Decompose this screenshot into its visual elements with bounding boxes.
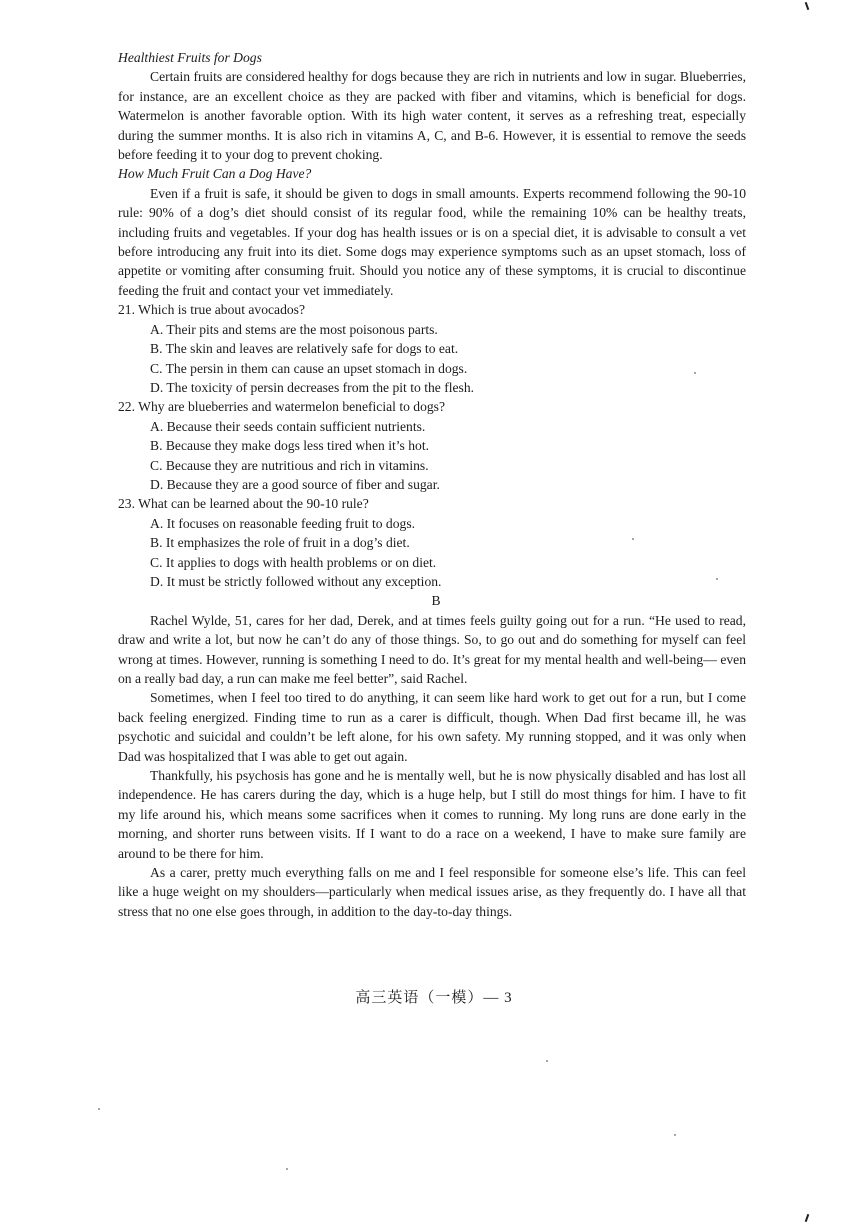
option-c: C. It applies to dogs with health problems or on diet.	[150, 554, 437, 570]
question-stem: 21. Which is true about avocados?	[118, 302, 305, 318]
question-23	[118, 494, 746, 591]
corner-scan-mark	[805, 1214, 810, 1222]
paragraph-rachel-sacrifices: Thankfully, his psychosis has gone and he is mentally well, but he is now physically disabled and has lost all independence. He has carers during the day, which is a huge help, but I still do most things for him. I have to fit my life around his, which means some sacrifices when it comes to running. My long runs are done early in the morning, and shorter runs between visits. If I want to do a race on a weekend, I have to make sure family are around to be there for him.	[118, 768, 746, 861]
scan-speck	[546, 1060, 548, 1062]
option-b: B. It emphasizes the role of fruit in a dog’s diet.	[150, 535, 410, 551]
page-footer: 高三英语（一模）— 3	[355, 990, 513, 1006]
paragraph-rachel-responsibility: As a carer, pretty much everything falls on me and I feel responsible for someone else’s life. This can feel like a huge weight on my shoulders—particularly when medical issues arise, as they frequently do. I have all that stress that no one else goes through, in addition to the day-to-day things.	[118, 865, 746, 919]
section-letter-b: B	[431, 593, 441, 609]
scan-speck	[286, 1168, 288, 1170]
question-stem: 23. What can be learned about the 90-10 rule?	[118, 496, 369, 512]
scan-speck	[694, 372, 696, 374]
scan-speck	[674, 1134, 676, 1136]
question-22	[118, 397, 746, 494]
option-b: B. Because they make dogs less tired when it’s hot.	[150, 438, 429, 454]
scan-speck	[716, 578, 718, 580]
option-c: C. The persin in them can cause an upset stomach in dogs.	[150, 360, 468, 376]
heading-healthiest-fruits: Healthiest Fruits for Dogs	[118, 50, 262, 65]
option-b: B. The skin and leaves are relatively safe for dogs to eat.	[150, 341, 459, 357]
scan-speck	[98, 1108, 100, 1110]
option-c: C. Because they are nutritious and rich in vitamins.	[150, 457, 429, 473]
paragraph-rachel-energized: Sometimes, when I feel too tired to do anything, it can seem like hard work to get out for a run, but I come back feeling energized. Finding time to run as a carer is difficult, though. When Dad first became ill, he was psychotic and suicidal and couldn’t be left alone, for his own safety. My running stopped, and it was only when Dad was hospitalized that I was able to get out again.	[118, 690, 746, 764]
paragraph-how-much-fruit: Even if a fruit is safe, it should be given to dogs in small amounts. Experts recommend following the 90-10 rule: 90% of a dog’s diet should consist of its regular food, while the remaining 10% can be healthy treats, including fruits and vegetables. If your dog has health issues or is on a special diet, it is advisable to consult a vet before introducing any fruit into its diet. Some dogs may experience symptoms such as an upset stomach, loss of appetite or vomiting after consuming fruit. Should you notice any of these symptoms, it is crucial to discontinue feeding the fruit and contact your vet immediately.	[118, 185, 746, 298]
option-d: D. The toxicity of persin decreases from the pit to the flesh.	[150, 379, 475, 395]
paragraph-rachel-intro: Rachel Wylde, 51, cares for her dad, Derek, and at times feels guilty going out for a run. “He used to read, draw and write a lot, but now he can’t do any of those things. So, to go out and do something for myself can feel wrong at times. However, running is something I need to do. It’s great for my mental health and well-being— even on a really bad day, a run can make me feel better”, said Rachel.	[118, 612, 746, 686]
paragraph-healthiest-fruits: Certain fruits are considered healthy for dogs because they are rich in nutrients and low in sugar. Blueberries, for instance, are an excellent choice as they are packed with fiber and vitamins, which is beneficial for dogs. Watermelon is another favorable option. With its high water content, it serves as a refreshing treat, especially during the summer months. It is also rich in vitamins A, C, and B-6. However, it is essential to remove the seeds before feeding it to your dog to prevent choking.	[118, 69, 746, 163]
page-content	[118, 48, 746, 921]
corner-scan-mark	[805, 2, 810, 10]
option-a: A. Their pits and stems are the most poisonous parts.	[150, 321, 438, 337]
scan-speck	[632, 538, 634, 540]
heading-how-much-fruit: How Much Fruit Can a Dog Have?	[118, 166, 312, 182]
option-a: A. Because their seeds contain sufficient nutrients.	[150, 418, 426, 434]
option-a: A. It focuses on reasonable feeding fruit to dogs.	[150, 515, 416, 531]
question-stem: 22. Why are blueberries and watermelon beneficial to dogs?	[118, 399, 446, 415]
option-d: D. Because they are a good source of fiber and sugar.	[150, 476, 440, 492]
option-d: D. It must be strictly followed without any exception.	[150, 573, 442, 589]
question-21	[118, 300, 746, 397]
